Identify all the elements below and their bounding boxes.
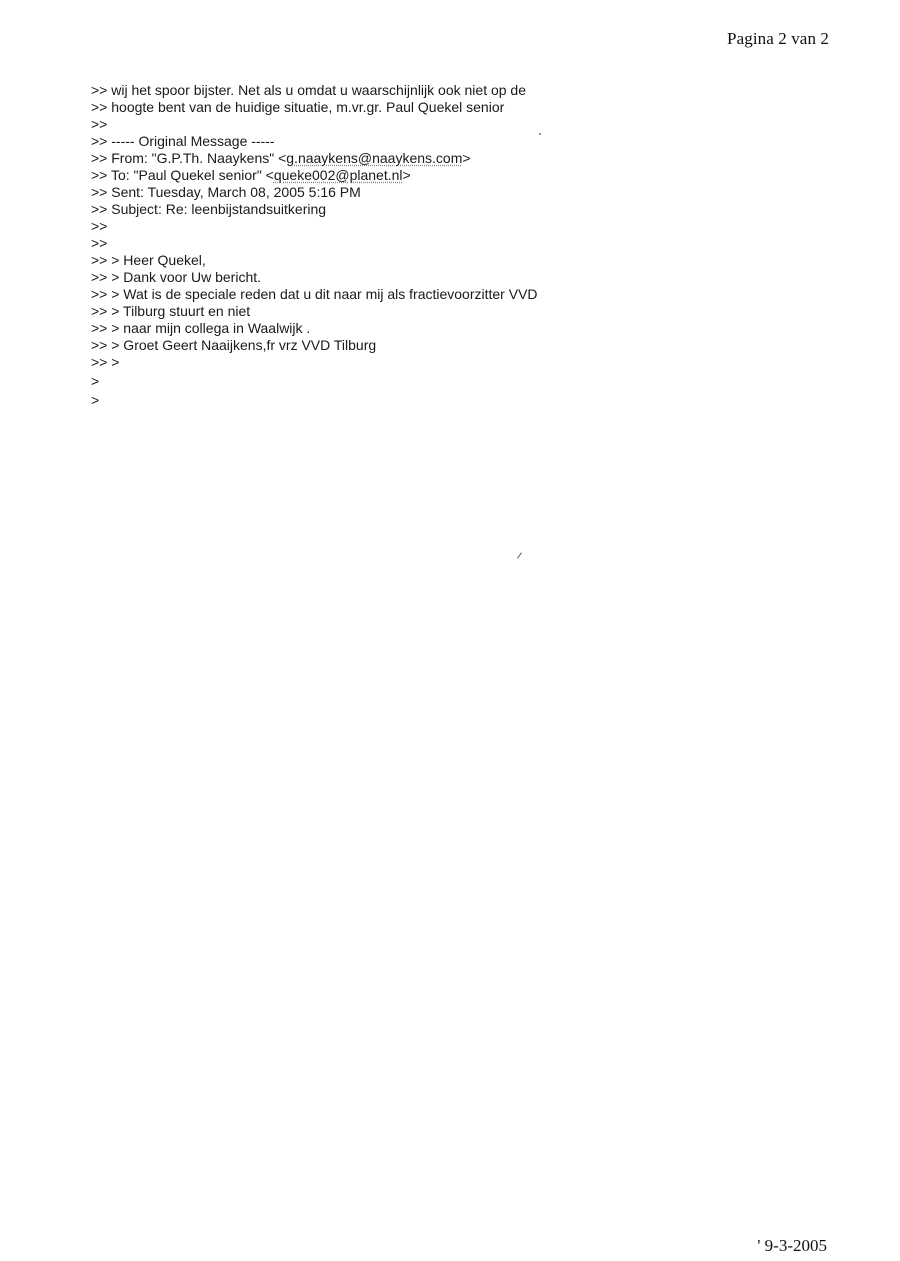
from-prefix: >> From: "G.P.Th. Naaykens" < [91, 150, 287, 166]
email-line: >> > naar mijn collega in Waalwijk . [91, 320, 311, 336]
email-line: >> ----- Original Message ----- [91, 133, 275, 149]
email-sent-line: >> Sent: Tuesday, March 08, 2005 5:16 PM [91, 184, 361, 200]
email-line: > [91, 373, 100, 389]
email-line: >> wij het spoor bijster. Net als u omdat u waarschijnlijk ook niet op de [91, 82, 527, 98]
email-line: >> > Wat is de speciale reden dat u dit naar mij als fractievoorzitter VVD [91, 286, 538, 302]
to-prefix: >> To: "Paul Quekel senior" < [91, 167, 274, 183]
email-line: >> [91, 218, 108, 234]
scan-speck [539, 133, 541, 135]
scan-mark [517, 552, 522, 558]
recipient-email-link: queke002@planet.nl [273, 167, 403, 183]
sender-email-link: g.naaykens@naaykens.com [286, 150, 463, 166]
from-suffix: > [462, 150, 471, 166]
email-line: >> > [91, 354, 120, 370]
email-line: >> > Heer Quekel, [91, 252, 206, 268]
email-line: >> > Dank voor Uw bericht. [91, 269, 262, 285]
email-line: >> [91, 116, 108, 132]
page-indicator: Pagina 2 van 2 [727, 29, 829, 48]
email-quoted-body [91, 82, 538, 409]
email-line: > [91, 392, 100, 408]
email-to-line [91, 167, 538, 184]
email-line: >> > Tilburg stuurt en niet [91, 303, 251, 319]
email-line: >> > Groet Geert Naaijkens,fr vrz VVD Tilburg [91, 337, 377, 353]
email-line: >> hoogte bent van de huidige situatie, m.vr.gr. Paul Quekel senior [91, 99, 505, 115]
email-from-line [91, 150, 538, 167]
email-line: >> [91, 235, 108, 251]
email-subject-line: >> Subject: Re: leenbijstandsuitkering [91, 201, 327, 217]
print-date: ' 9-3-2005 [757, 1236, 827, 1255]
to-suffix: > [402, 167, 411, 183]
